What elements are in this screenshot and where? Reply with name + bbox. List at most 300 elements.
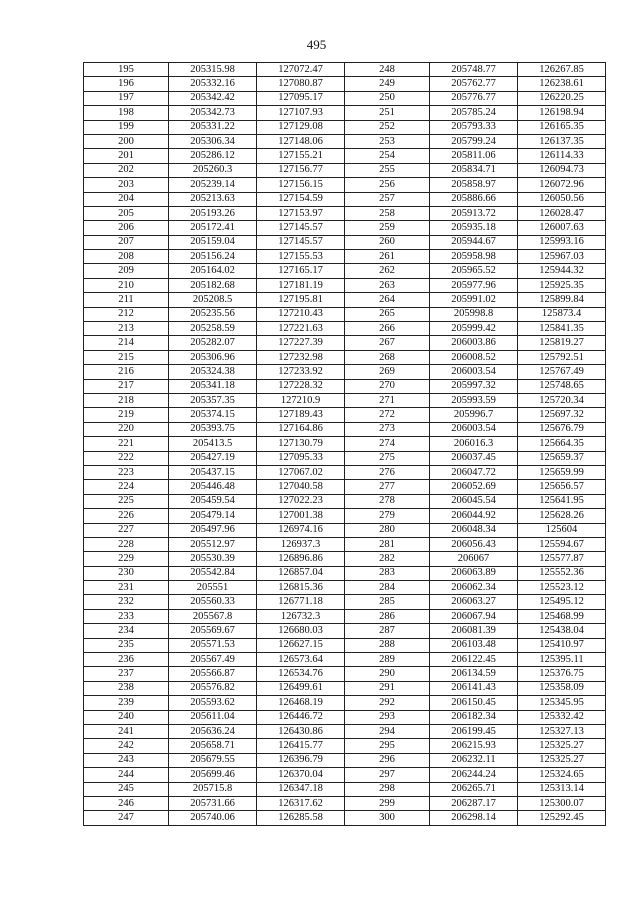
cell-y-coordinate: 125327.13 [518, 724, 606, 738]
cell-y-coordinate: 126238.61 [518, 77, 606, 91]
table-row [84, 163, 606, 177]
cell-y-coordinate: 127040.58 [257, 480, 345, 494]
cell-x-coordinate: 205551 [169, 581, 257, 595]
cell-y-coordinate: 125495.12 [518, 595, 606, 609]
cell-y-coordinate: 127164.86 [257, 422, 345, 436]
cell-y-coordinate: 127107.93 [257, 106, 345, 120]
cell-point-number: 221 [84, 437, 169, 451]
cell-point-number: 201 [84, 149, 169, 163]
cell-point-number: 237 [84, 667, 169, 681]
cell-x-coordinate: 206141.43 [430, 681, 518, 695]
table-row [84, 681, 606, 695]
cell-x-coordinate: 205566.87 [169, 667, 257, 681]
cell-point-number: 226 [84, 509, 169, 523]
table-row [84, 753, 606, 767]
table-row [84, 480, 606, 494]
table-row [84, 667, 606, 681]
cell-y-coordinate: 127210.9 [257, 393, 345, 407]
cell-point-number: 227 [84, 523, 169, 537]
cell-y-coordinate: 126896.86 [257, 552, 345, 566]
cell-y-coordinate: 126534.76 [257, 667, 345, 681]
cell-y-coordinate: 126072.96 [518, 178, 606, 192]
cell-y-coordinate: 127022.23 [257, 494, 345, 508]
table-row [84, 537, 606, 551]
table-row [84, 739, 606, 753]
cell-x-coordinate: 205342.42 [169, 91, 257, 105]
cell-y-coordinate: 127233.92 [257, 365, 345, 379]
cell-x-coordinate: 206063.89 [430, 566, 518, 580]
cell-y-coordinate: 125659.99 [518, 465, 606, 479]
cell-y-coordinate: 125628.26 [518, 509, 606, 523]
table-row [84, 595, 606, 609]
cell-x-coordinate: 205993.59 [430, 393, 518, 407]
cell-x-coordinate: 205567.8 [169, 609, 257, 623]
cell-x-coordinate: 206298.14 [430, 811, 518, 825]
table-row [84, 221, 606, 235]
table-row [84, 465, 606, 479]
cell-point-number: 266 [345, 322, 430, 336]
table-row [84, 149, 606, 163]
table-row [84, 696, 606, 710]
cell-point-number: 273 [345, 422, 430, 436]
cell-point-number: 297 [345, 768, 430, 782]
coordinates-table [83, 62, 606, 826]
cell-point-number: 210 [84, 278, 169, 292]
cell-point-number: 272 [345, 408, 430, 422]
cell-x-coordinate: 205235.56 [169, 307, 257, 321]
cell-x-coordinate: 205193.26 [169, 206, 257, 220]
cell-y-coordinate: 125395.11 [518, 653, 606, 667]
cell-x-coordinate: 205172.41 [169, 221, 257, 235]
cell-y-coordinate: 127067.02 [257, 465, 345, 479]
cell-point-number: 205 [84, 206, 169, 220]
cell-y-coordinate: 126267.85 [518, 63, 606, 77]
cell-y-coordinate: 126857.04 [257, 566, 345, 580]
cell-x-coordinate: 205393.75 [169, 422, 257, 436]
cell-y-coordinate: 126573.64 [257, 653, 345, 667]
cell-point-number: 296 [345, 753, 430, 767]
cell-y-coordinate: 127129.08 [257, 120, 345, 134]
cell-y-coordinate: 127145.57 [257, 221, 345, 235]
cell-point-number: 222 [84, 451, 169, 465]
cell-x-coordinate: 206265.71 [430, 782, 518, 796]
cell-point-number: 257 [345, 192, 430, 206]
cell-point-number: 240 [84, 710, 169, 724]
cell-y-coordinate: 125664.35 [518, 437, 606, 451]
cell-x-coordinate: 205437.15 [169, 465, 257, 479]
cell-point-number: 232 [84, 595, 169, 609]
cell-x-coordinate: 205182.68 [169, 278, 257, 292]
cell-y-coordinate: 126114.33 [518, 149, 606, 163]
cell-point-number: 256 [345, 178, 430, 192]
cell-y-coordinate: 127080.87 [257, 77, 345, 91]
cell-x-coordinate: 205731.66 [169, 796, 257, 810]
cell-y-coordinate: 127221.63 [257, 322, 345, 336]
cell-y-coordinate: 127001.38 [257, 509, 345, 523]
cell-y-coordinate: 127155.21 [257, 149, 345, 163]
cell-point-number: 250 [345, 91, 430, 105]
cell-point-number: 242 [84, 739, 169, 753]
cell-y-coordinate: 126732.3 [257, 609, 345, 623]
table-row [84, 451, 606, 465]
table-row [84, 624, 606, 638]
cell-point-number: 294 [345, 724, 430, 738]
cell-x-coordinate: 206003.86 [430, 336, 518, 350]
cell-x-coordinate: 205998.8 [430, 307, 518, 321]
cell-point-number: 295 [345, 739, 430, 753]
table-row [84, 782, 606, 796]
cell-x-coordinate: 205958.98 [430, 250, 518, 264]
cell-point-number: 300 [345, 811, 430, 825]
cell-x-coordinate: 205679.55 [169, 753, 257, 767]
cell-point-number: 277 [345, 480, 430, 494]
table-row [84, 235, 606, 249]
cell-x-coordinate: 205413.5 [169, 437, 257, 451]
table-row [84, 365, 606, 379]
cell-x-coordinate: 206047.72 [430, 465, 518, 479]
cell-x-coordinate: 205208.5 [169, 293, 257, 307]
table-row [84, 264, 606, 278]
cell-x-coordinate: 205239.14 [169, 178, 257, 192]
table-row [84, 523, 606, 537]
cell-point-number: 258 [345, 206, 430, 220]
cell-y-coordinate: 126198.94 [518, 106, 606, 120]
cell-point-number: 259 [345, 221, 430, 235]
cell-point-number: 275 [345, 451, 430, 465]
cell-y-coordinate: 126446.72 [257, 710, 345, 724]
cell-x-coordinate: 205324.38 [169, 365, 257, 379]
cell-y-coordinate: 125659.37 [518, 451, 606, 465]
cell-x-coordinate: 205560.33 [169, 595, 257, 609]
table-row [84, 609, 606, 623]
cell-point-number: 299 [345, 796, 430, 810]
cell-point-number: 211 [84, 293, 169, 307]
table-row [84, 566, 606, 580]
cell-y-coordinate: 126627.15 [257, 638, 345, 652]
table-row [84, 638, 606, 652]
cell-x-coordinate: 205542.84 [169, 566, 257, 580]
cell-point-number: 223 [84, 465, 169, 479]
cell-point-number: 263 [345, 278, 430, 292]
cell-y-coordinate: 125438.04 [518, 624, 606, 638]
cell-point-number: 274 [345, 437, 430, 451]
cell-y-coordinate: 125325.27 [518, 739, 606, 753]
table-row [84, 509, 606, 523]
table-row [84, 106, 606, 120]
cell-x-coordinate: 205332.16 [169, 77, 257, 91]
table-row [84, 206, 606, 220]
cell-point-number: 218 [84, 393, 169, 407]
cell-x-coordinate: 206056.43 [430, 537, 518, 551]
page-number: 495 [306, 37, 327, 52]
cell-y-coordinate: 125358.09 [518, 681, 606, 695]
cell-point-number: 220 [84, 422, 169, 436]
cell-y-coordinate: 127181.19 [257, 278, 345, 292]
cell-point-number: 267 [345, 336, 430, 350]
cell-y-coordinate: 126499.61 [257, 681, 345, 695]
cell-x-coordinate: 205164.02 [169, 264, 257, 278]
cell-x-coordinate: 205497.96 [169, 523, 257, 537]
cell-x-coordinate: 206062.34 [430, 581, 518, 595]
cell-point-number: 212 [84, 307, 169, 321]
cell-y-coordinate: 125873.4 [518, 307, 606, 321]
cell-point-number: 244 [84, 768, 169, 782]
cell-point-number: 287 [345, 624, 430, 638]
cell-x-coordinate: 205159.04 [169, 235, 257, 249]
cell-y-coordinate: 125925.35 [518, 278, 606, 292]
table-row [84, 494, 606, 508]
cell-y-coordinate: 126317.62 [257, 796, 345, 810]
cell-point-number: 230 [84, 566, 169, 580]
coordinates-table-body [84, 63, 606, 826]
cell-x-coordinate: 205571.53 [169, 638, 257, 652]
table-row [84, 768, 606, 782]
cell-x-coordinate: 205886.66 [430, 192, 518, 206]
table-row [84, 307, 606, 321]
cell-y-coordinate: 127210.43 [257, 307, 345, 321]
cell-point-number: 251 [345, 106, 430, 120]
cell-point-number: 208 [84, 250, 169, 264]
cell-x-coordinate: 205748.77 [430, 63, 518, 77]
cell-y-coordinate: 127095.33 [257, 451, 345, 465]
cell-x-coordinate: 206037.45 [430, 451, 518, 465]
cell-y-coordinate: 127189.43 [257, 408, 345, 422]
cell-point-number: 199 [84, 120, 169, 134]
cell-y-coordinate: 126815.36 [257, 581, 345, 595]
cell-x-coordinate: 205427.19 [169, 451, 257, 465]
cell-x-coordinate: 206232.11 [430, 753, 518, 767]
cell-point-number: 271 [345, 393, 430, 407]
cell-point-number: 283 [345, 566, 430, 580]
cell-x-coordinate: 205446.48 [169, 480, 257, 494]
table-row [84, 796, 606, 810]
cell-y-coordinate: 125676.79 [518, 422, 606, 436]
cell-point-number: 196 [84, 77, 169, 91]
table-row [84, 278, 606, 292]
cell-y-coordinate: 127156.15 [257, 178, 345, 192]
cell-x-coordinate: 206048.34 [430, 523, 518, 537]
cell-point-number: 209 [84, 264, 169, 278]
cell-y-coordinate: 125993.16 [518, 235, 606, 249]
cell-y-coordinate: 125720.34 [518, 393, 606, 407]
cell-y-coordinate: 125376.75 [518, 667, 606, 681]
table-row [84, 322, 606, 336]
cell-point-number: 200 [84, 134, 169, 148]
cell-y-coordinate: 126007.63 [518, 221, 606, 235]
cell-x-coordinate: 205306.34 [169, 134, 257, 148]
cell-y-coordinate: 126680.03 [257, 624, 345, 638]
cell-y-coordinate: 125577.87 [518, 552, 606, 566]
cell-point-number: 225 [84, 494, 169, 508]
table-row [84, 293, 606, 307]
cell-point-number: 231 [84, 581, 169, 595]
cell-x-coordinate: 205306.96 [169, 350, 257, 364]
cell-point-number: 284 [345, 581, 430, 595]
cell-x-coordinate: 205858.97 [430, 178, 518, 192]
cell-y-coordinate: 125604 [518, 523, 606, 537]
cell-x-coordinate: 206134.59 [430, 667, 518, 681]
cell-y-coordinate: 126415.77 [257, 739, 345, 753]
cell-point-number: 288 [345, 638, 430, 652]
cell-x-coordinate: 205834.71 [430, 163, 518, 177]
cell-point-number: 276 [345, 465, 430, 479]
cell-y-coordinate: 125300.07 [518, 796, 606, 810]
cell-y-coordinate: 126165.35 [518, 120, 606, 134]
cell-y-coordinate: 127154.59 [257, 192, 345, 206]
table-row [84, 250, 606, 264]
cell-point-number: 229 [84, 552, 169, 566]
cell-y-coordinate: 126220.25 [518, 91, 606, 105]
cell-point-number: 268 [345, 350, 430, 364]
cell-point-number: 270 [345, 379, 430, 393]
cell-x-coordinate: 205357.35 [169, 393, 257, 407]
cell-x-coordinate: 205569.67 [169, 624, 257, 638]
cell-point-number: 216 [84, 365, 169, 379]
cell-y-coordinate: 125324.65 [518, 768, 606, 782]
cell-point-number: 278 [345, 494, 430, 508]
cell-x-coordinate: 206003.54 [430, 365, 518, 379]
cell-y-coordinate: 125944.32 [518, 264, 606, 278]
table-row [84, 581, 606, 595]
cell-y-coordinate: 126937.3 [257, 537, 345, 551]
cell-point-number: 265 [345, 307, 430, 321]
cell-x-coordinate: 205715.8 [169, 782, 257, 796]
cell-x-coordinate: 205260.3 [169, 163, 257, 177]
cell-point-number: 245 [84, 782, 169, 796]
cell-y-coordinate: 127232.98 [257, 350, 345, 364]
cell-point-number: 298 [345, 782, 430, 796]
cell-y-coordinate: 126028.47 [518, 206, 606, 220]
cell-y-coordinate: 125468.99 [518, 609, 606, 623]
cell-x-coordinate: 205793.33 [430, 120, 518, 134]
table-row [84, 192, 606, 206]
table-row [84, 178, 606, 192]
cell-x-coordinate: 205811.06 [430, 149, 518, 163]
cell-y-coordinate: 126430.86 [257, 724, 345, 738]
cell-x-coordinate: 205740.06 [169, 811, 257, 825]
table-row [84, 77, 606, 91]
cell-x-coordinate: 205977.96 [430, 278, 518, 292]
cell-y-coordinate: 127095.17 [257, 91, 345, 105]
cell-y-coordinate: 125325.27 [518, 753, 606, 767]
cell-x-coordinate: 205213.63 [169, 192, 257, 206]
cell-y-coordinate: 127165.17 [257, 264, 345, 278]
cell-x-coordinate: 206045.54 [430, 494, 518, 508]
cell-x-coordinate: 205699.46 [169, 768, 257, 782]
cell-point-number: 280 [345, 523, 430, 537]
cell-x-coordinate: 206063.27 [430, 595, 518, 609]
cell-x-coordinate: 205331.22 [169, 120, 257, 134]
cell-point-number: 246 [84, 796, 169, 810]
table-row [84, 336, 606, 350]
cell-x-coordinate: 205799.24 [430, 134, 518, 148]
cell-point-number: 285 [345, 595, 430, 609]
table-row [84, 653, 606, 667]
cell-x-coordinate: 206122.45 [430, 653, 518, 667]
cell-point-number: 243 [84, 753, 169, 767]
cell-y-coordinate: 127195.81 [257, 293, 345, 307]
cell-point-number: 203 [84, 178, 169, 192]
cell-point-number: 252 [345, 120, 430, 134]
cell-point-number: 236 [84, 653, 169, 667]
cell-point-number: 279 [345, 509, 430, 523]
cell-point-number: 213 [84, 322, 169, 336]
table-row [84, 120, 606, 134]
cell-x-coordinate: 205342.73 [169, 106, 257, 120]
cell-y-coordinate: 126771.18 [257, 595, 345, 609]
cell-point-number: 260 [345, 235, 430, 249]
cell-point-number: 254 [345, 149, 430, 163]
cell-x-coordinate: 205258.59 [169, 322, 257, 336]
table-row [84, 724, 606, 738]
cell-x-coordinate: 206199.45 [430, 724, 518, 738]
cell-x-coordinate: 205156.24 [169, 250, 257, 264]
cell-point-number: 215 [84, 350, 169, 364]
cell-y-coordinate: 125292.45 [518, 811, 606, 825]
table-row [84, 710, 606, 724]
cell-x-coordinate: 205611.04 [169, 710, 257, 724]
cell-y-coordinate: 127228.32 [257, 379, 345, 393]
cell-x-coordinate: 205341.18 [169, 379, 257, 393]
cell-x-coordinate: 206052.69 [430, 480, 518, 494]
table-row [84, 91, 606, 105]
cell-y-coordinate: 127148.06 [257, 134, 345, 148]
cell-x-coordinate: 206003.54 [430, 422, 518, 436]
cell-y-coordinate: 127072.47 [257, 63, 345, 77]
cell-y-coordinate: 126370.04 [257, 768, 345, 782]
cell-point-number: 249 [345, 77, 430, 91]
cell-point-number: 204 [84, 192, 169, 206]
cell-x-coordinate: 205282.07 [169, 336, 257, 350]
cell-point-number: 234 [84, 624, 169, 638]
cell-x-coordinate: 205785.24 [430, 106, 518, 120]
table-row [84, 437, 606, 451]
cell-y-coordinate: 125841.35 [518, 322, 606, 336]
cell-point-number: 264 [345, 293, 430, 307]
cell-point-number: 290 [345, 667, 430, 681]
cell-x-coordinate: 205944.67 [430, 235, 518, 249]
cell-y-coordinate: 125767.49 [518, 365, 606, 379]
cell-x-coordinate: 205999.42 [430, 322, 518, 336]
cell-point-number: 282 [345, 552, 430, 566]
cell-point-number: 261 [345, 250, 430, 264]
cell-y-coordinate: 125552.36 [518, 566, 606, 580]
cell-point-number: 281 [345, 537, 430, 551]
cell-y-coordinate: 125656.57 [518, 480, 606, 494]
cell-x-coordinate: 206103.48 [430, 638, 518, 652]
cell-point-number: 253 [345, 134, 430, 148]
cell-y-coordinate: 126974.16 [257, 523, 345, 537]
cell-y-coordinate: 126468.19 [257, 696, 345, 710]
cell-y-coordinate: 126285.58 [257, 811, 345, 825]
table-row [84, 393, 606, 407]
cell-x-coordinate: 206150.45 [430, 696, 518, 710]
cell-point-number: 238 [84, 681, 169, 695]
cell-x-coordinate: 206067.94 [430, 609, 518, 623]
cell-x-coordinate: 205479.14 [169, 509, 257, 523]
table-row [84, 552, 606, 566]
table-row [84, 811, 606, 825]
cell-x-coordinate: 205658.71 [169, 739, 257, 753]
cell-y-coordinate: 125410.97 [518, 638, 606, 652]
cell-point-number: 286 [345, 609, 430, 623]
cell-x-coordinate: 205997.32 [430, 379, 518, 393]
cell-point-number: 247 [84, 811, 169, 825]
cell-x-coordinate: 205996.7 [430, 408, 518, 422]
cell-point-number: 206 [84, 221, 169, 235]
cell-point-number: 202 [84, 163, 169, 177]
cell-y-coordinate: 125899.84 [518, 293, 606, 307]
